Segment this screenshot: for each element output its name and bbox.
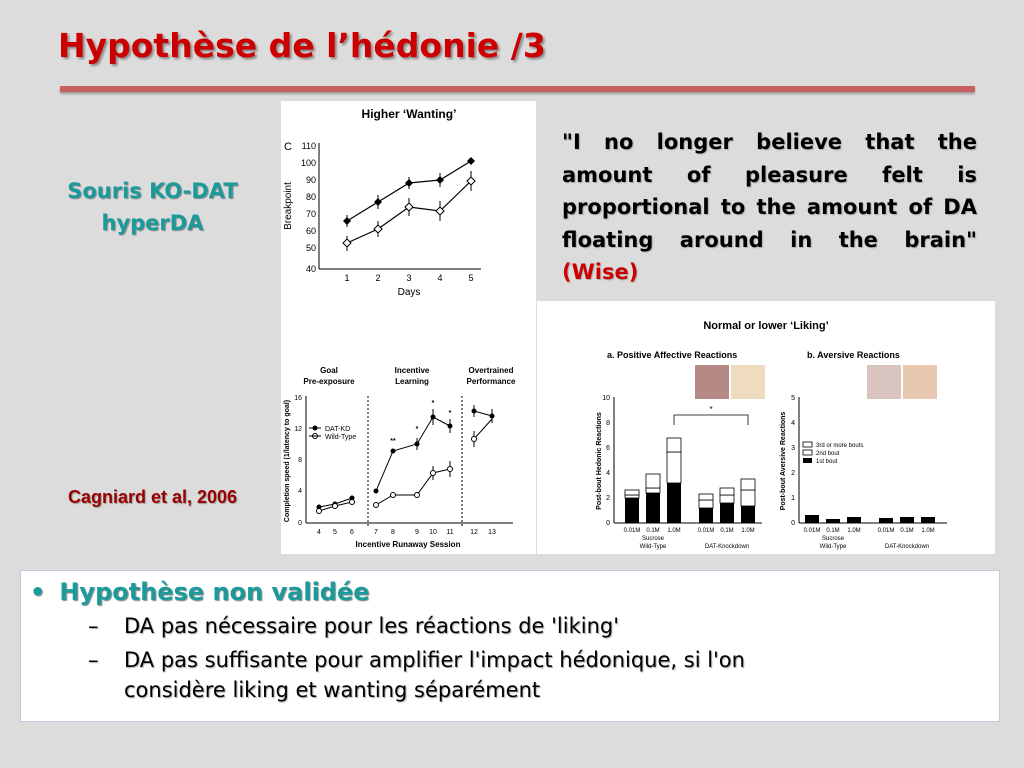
learning-xtick: 9 [415, 529, 419, 536]
liking-legend: 2nd bout [816, 451, 840, 457]
liking-legend: 3rd or more bouts [816, 443, 864, 449]
legend-wild-type: Wild-Type [325, 434, 357, 441]
liking-b-conc: 0.01M [803, 528, 821, 534]
liking-b-conc: 1.0M [847, 528, 861, 534]
liking-a-group: Wild-Type [639, 544, 667, 550]
infant-aversive-face-image [903, 365, 937, 399]
liking-a-ylabel: Post-bout Hedonic Reactions [596, 412, 603, 510]
mouse-model-label-line1: Souris KO-DAT [67, 179, 238, 203]
liking-chart [537, 301, 995, 554]
liking-a-conc: 1.0M [667, 528, 681, 534]
wanting-xtick: 4 [437, 273, 443, 283]
liking-a-conc: 1.0M [741, 528, 755, 534]
liking-title: Normal or lower ‘Liking’ [703, 320, 829, 332]
wanting-ko-point [374, 198, 382, 206]
wanting-ytick: 110 [301, 141, 316, 151]
wanting-ytick: 80 [305, 192, 316, 202]
wanting-xtick: 2 [375, 273, 381, 283]
learning-xtick: 8 [391, 529, 395, 536]
learning-header: Goal [320, 366, 338, 375]
wanting-ko-point [405, 179, 413, 187]
wanting-title: Higher ‘Wanting’ [361, 107, 457, 121]
liking-b-ytick: 5 [791, 395, 795, 402]
wanting-xlabel: Days [397, 287, 421, 298]
wanting-ytick: 90 [305, 175, 316, 185]
learning-xtick: 12 [470, 529, 478, 536]
liking-a-ytick: 10 [602, 395, 610, 402]
liking-b-group: Wild-Type [819, 544, 847, 550]
figure-liking [537, 301, 995, 554]
learning-xtick: 13 [488, 529, 496, 536]
liking-b-bar [879, 518, 893, 523]
liking-a-title: a. Positive Affective Reactions [607, 350, 738, 360]
liking-significance: * [709, 405, 713, 414]
incentive-learning-chart [281, 301, 536, 554]
mouse-model-label-line2: hyperDA [101, 211, 204, 235]
rat-aversive-face-image [867, 365, 901, 399]
learning-significance: ** [390, 438, 396, 445]
main-bullet-text: Hypothèse non validée [59, 578, 370, 606]
liking-b-ytick: 1 [791, 495, 795, 502]
wanting-ytick: 40 [305, 264, 316, 274]
wanting-chart [281, 101, 536, 301]
quote-text: "I no longer believe that the amount of pleasure felt is proportional to the amount of DA floating around in the brain" [562, 130, 977, 252]
figure-wanting [281, 101, 536, 301]
mouse-model-label [30, 175, 275, 239]
learning-header: Performance [466, 377, 516, 386]
liking-b-title: b. Aversive Reactions [807, 350, 900, 360]
liking-significance-bracket [674, 415, 748, 425]
legend-dat-kd: DAT-KD [325, 426, 351, 433]
learning-xtick: 11 [446, 529, 454, 536]
liking-a-bar [699, 508, 713, 523]
learning-ytick: 12 [294, 426, 302, 433]
wanting-xtick: 3 [406, 273, 412, 283]
liking-a-ytick: 2 [606, 495, 610, 502]
slide-title: Hypothèse de l’hédonie /3 [58, 26, 546, 65]
figure-incentive-learning [281, 301, 536, 554]
learning-header: Learning [395, 377, 429, 386]
liking-a-conc: 0.01M [697, 528, 715, 534]
infant-positive-face-image [731, 365, 765, 399]
learning-xtick: 6 [350, 529, 354, 536]
learning-xtick: 10 [429, 529, 437, 536]
learning-kd-overtrained-line [474, 411, 492, 416]
liking-a-bar [625, 498, 639, 523]
wanting-ko-point [467, 157, 475, 165]
wanting-ko-point [436, 176, 444, 184]
legend-3rd-bout-swatch [803, 442, 812, 447]
sub-bullet-text-line1: DA pas suffisante pour amplifier l'impact hédonique, si l'on [124, 648, 745, 672]
learning-ytick: 0 [298, 520, 302, 527]
rat-positive-face-image [695, 365, 729, 399]
liking-a-bar [720, 503, 734, 523]
wanting-wt-point [374, 225, 382, 233]
learning-wt-overtrained-line [474, 419, 492, 439]
learning-kd-line [376, 417, 450, 491]
liking-b-ytick: 3 [791, 445, 795, 452]
sub-bullet-text: DA pas nécessaire pour les réactions de 'liking' [124, 614, 619, 638]
liking-b-ytick: 4 [791, 420, 795, 427]
learning-significance: * [431, 400, 435, 407]
liking-a-sucrose: Sucrose [641, 536, 665, 542]
liking-a-conc: 0.1M [646, 528, 660, 534]
main-bullet [30, 578, 370, 606]
wanting-ytick: 70 [305, 209, 316, 219]
liking-b-conc: 0.1M [900, 528, 914, 534]
wanting-wt-point [343, 239, 351, 247]
sub-bullet-text-line2: considère liking et wanting séparément [124, 678, 541, 702]
liking-b-bar [900, 517, 914, 523]
wanting-ytick: 60 [305, 226, 316, 236]
liking-a-bar [741, 506, 755, 523]
learning-ytick: 16 [294, 395, 302, 402]
sub-bullet-1: – DA pas nécessaire pour les réactions de 'liking' [88, 614, 619, 638]
wanting-xtick: 1 [344, 273, 350, 283]
citation-label: Cagniard et al, 2006 [67, 487, 238, 507]
learning-xtick: 4 [317, 529, 321, 536]
learning-xlabel: Incentive Runaway Session [355, 540, 461, 549]
learning-header: Incentive [394, 366, 430, 375]
bullet-marker: • [30, 578, 46, 606]
quote-author: (Wise) [562, 260, 639, 284]
liking-a-bar [646, 493, 660, 523]
learning-ytick: 8 [298, 457, 302, 464]
wanting-xtick: 5 [468, 273, 474, 283]
liking-b-ylabel: Post-bout Aversive Reactions [780, 411, 787, 511]
wanting-ko-point [343, 217, 351, 225]
liking-b-conc: 0.1M [826, 528, 840, 534]
liking-b-bar [847, 517, 861, 523]
liking-a-group: DAT-Knockdown [704, 544, 750, 550]
liking-b-bar [921, 517, 935, 523]
learning-ylabel: Completion speed (1/latency to goal) [284, 399, 291, 523]
learning-header: Pre-exposure [303, 377, 355, 386]
learning-wt-line [376, 469, 450, 505]
liking-a-ytick: 4 [606, 470, 610, 477]
liking-b-conc: 0.01M [877, 528, 895, 534]
wanting-wt-point [405, 203, 413, 211]
liking-legend: 1st bout [816, 459, 838, 465]
liking-a-bar [667, 483, 681, 523]
learning-significance: * [415, 426, 419, 433]
learning-xtick: 7 [374, 529, 378, 536]
liking-b-bar [805, 515, 819, 523]
wanting-ylabel: Breakpoint [283, 182, 294, 230]
wanting-panel-letter: C [284, 141, 292, 153]
liking-a-conc: 0.1M [720, 528, 734, 534]
liking-b-group: DAT-Knockdown [884, 544, 930, 550]
sub-bullet-2: – DA pas suffisante pour amplifier l'impact hédonique, si l'on considère liking et wanting séparément [88, 645, 745, 705]
learning-ytick: 4 [298, 488, 302, 495]
liking-b-sucrose: Sucrose [821, 536, 845, 542]
wanting-ytick: 100 [300, 158, 316, 168]
wanting-ytick: 50 [305, 243, 316, 253]
liking-b-conc: 1.0M [921, 528, 935, 534]
title-underline [60, 86, 975, 92]
liking-a-ytick: 8 [606, 420, 610, 427]
wise-quote [562, 126, 977, 289]
liking-a-conc: 0.01M [623, 528, 641, 534]
liking-a-ytick: 6 [606, 445, 610, 452]
liking-b-ytick: 2 [791, 470, 795, 477]
legend-2nd-bout-swatch [803, 450, 812, 455]
liking-b-bar [826, 519, 840, 523]
liking-b-ytick: 0 [791, 520, 795, 527]
learning-header: Overtrained [468, 366, 514, 375]
liking-a-ytick: 0 [606, 520, 610, 527]
learning-xtick: 5 [333, 529, 337, 536]
legend-1st-bout-swatch [803, 458, 812, 463]
learning-significance: * [448, 410, 452, 417]
